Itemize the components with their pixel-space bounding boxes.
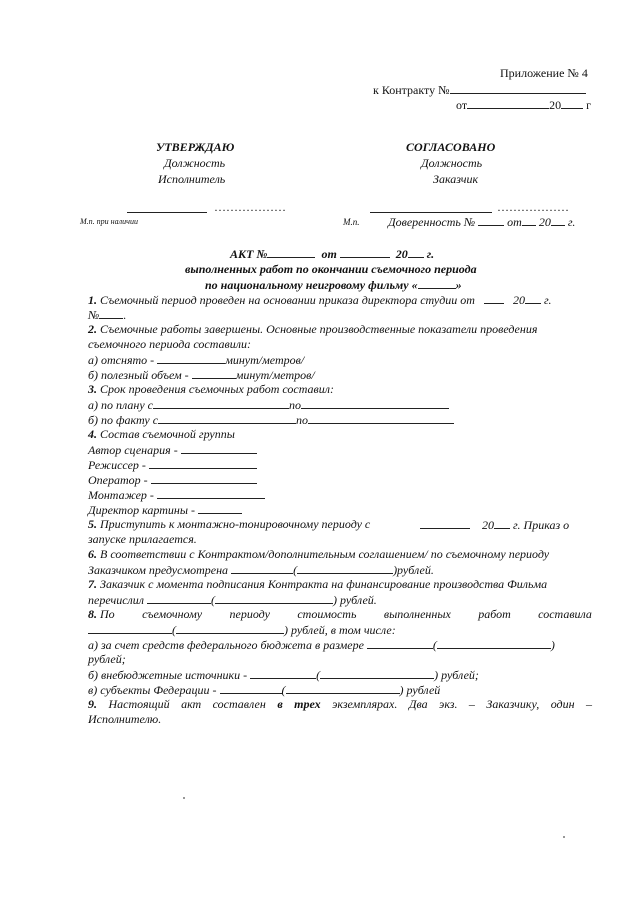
item-1-no: № <box>88 308 100 322</box>
proxy-year-blank[interactable] <box>551 214 565 226</box>
item-4-text: Состав съемочной группы <box>100 427 235 441</box>
item-8-word-2: съемочному <box>142 607 203 621</box>
item-6-text: В соответствии с Контрактом/дополнительным соглашением/ по съемочному периоду <box>100 547 550 561</box>
item-4-film-director-blank[interactable] <box>198 502 242 514</box>
item-9-text-2: экземплярах. Два экз. – Заказчику, один – <box>332 697 593 711</box>
item-6-amount-words-blank[interactable] <box>297 562 393 574</box>
item-3-b <box>88 412 454 428</box>
item-2-a-blank[interactable] <box>157 352 225 364</box>
item-8-number: 8. <box>88 607 97 621</box>
item-1-year-blank[interactable] <box>525 292 541 304</box>
item-4-editor <box>88 487 265 503</box>
item-8-line-1 <box>88 607 592 622</box>
item-5-year: 20 <box>482 518 494 532</box>
item-8-b-words-blank[interactable] <box>320 667 434 679</box>
agree-dots: ……………… <box>497 200 569 214</box>
proxy-from: от <box>507 215 522 229</box>
item-6-line-2 <box>88 562 434 578</box>
approve-title: УТВЕРЖДАЮ <box>156 140 235 154</box>
act-number-blank[interactable] <box>267 246 315 258</box>
item-4-author-blank[interactable] <box>181 442 257 454</box>
item-3-a <box>88 397 449 413</box>
item-7-label: перечислил <box>88 593 145 607</box>
item-1-line-1 <box>88 292 551 308</box>
act-subtitle-2-text: по национальному неигровому фильму « <box>205 278 418 292</box>
proxy-date-blank[interactable] <box>522 214 536 226</box>
item-8-line-2-text: ) рублей, в том числе: <box>284 623 396 637</box>
item-8-line-2 <box>88 622 396 638</box>
item-2-number: 2. <box>88 322 97 336</box>
item-3-a-to-blank[interactable] <box>301 397 449 409</box>
item-1-year: 20 <box>512 293 525 307</box>
item-3-a-from-blank[interactable] <box>153 397 289 409</box>
item-5-text: Приступить к монтажно-тонировочному периоду с <box>100 517 371 531</box>
item-1-g: г. <box>543 293 552 307</box>
act-title-label: АКТ № <box>230 247 268 261</box>
item-7-end: ) рублей. <box>333 593 377 607</box>
item-8-word-4: стоимость <box>297 607 357 621</box>
item-1-number: 1. <box>88 293 97 307</box>
item-8-word-6: работ <box>478 607 511 621</box>
item-5-date-blank[interactable] <box>420 517 470 529</box>
item-7-text: Заказчик с момента подписания Контракта на финансирование производства Фильма <box>100 577 548 591</box>
date-year-blank[interactable] <box>561 97 583 109</box>
item-7-line-1 <box>88 577 547 592</box>
item-4-editor-label: Монтажер - <box>88 488 154 502</box>
item-8-c-words-blank[interactable] <box>286 682 400 694</box>
item-5-year-blank[interactable] <box>494 517 510 529</box>
item-2-b <box>88 367 315 383</box>
act-subtitle-1: выполненных работ по окончании съемочного периода <box>185 262 477 276</box>
item-2-line-1 <box>88 322 537 337</box>
item-8-c-open-paren: ( <box>281 683 286 697</box>
item-1-line-2 <box>88 307 126 323</box>
agree-title: СОГЛАСОВАНО <box>406 140 496 154</box>
item-8-word-7: составила <box>538 607 592 621</box>
approve-party: Исполнитель <box>158 172 226 186</box>
item-4-film-director <box>88 502 242 518</box>
item-7-number: 7. <box>88 577 97 591</box>
item-1-order-blank[interactable] <box>99 307 123 319</box>
item-1-text: Съемочный период проведен на основании приказа директора студии от <box>100 293 475 307</box>
item-4-film-director-label: Директор картины - <box>88 503 195 517</box>
item-8-a-amount-blank[interactable] <box>367 637 433 649</box>
item-9-line-2: Исполнителю. <box>88 712 162 726</box>
act-subtitle-2-end: » <box>455 278 462 292</box>
agree-signature-line[interactable] <box>370 212 492 213</box>
approve-position: Должность <box>164 156 226 170</box>
proxy-line <box>388 214 575 230</box>
item-4-operator-label: Оператор - <box>88 473 148 487</box>
item-2-a-unit: минут/метров/ <box>225 353 305 367</box>
item-8-word-1 <box>88 607 115 622</box>
contract-number-line <box>373 82 586 98</box>
item-2-b-label: б) полезный объем - <box>88 368 189 382</box>
item-8-c <box>88 682 440 698</box>
item-2-a <box>88 352 304 368</box>
item-7-line-2 <box>88 592 377 608</box>
agree-position: Должность <box>421 156 483 170</box>
item-8-c-amount-blank[interactable] <box>220 682 282 694</box>
act-date-blank[interactable] <box>340 246 390 258</box>
stamp-left: М.п. при наличии <box>80 217 138 226</box>
scan-speck <box>183 797 185 799</box>
item-7-open-paren: ( <box>211 593 216 607</box>
approve-signature-line[interactable] <box>127 212 207 213</box>
item-8-a-open-paren: ( <box>432 638 437 652</box>
item-4-director-label: Режиссер - <box>88 458 146 472</box>
contract-number-blank[interactable] <box>450 82 586 94</box>
item-2-a-label: а) отснято - <box>88 353 155 367</box>
agree-party: Заказчик <box>433 172 479 186</box>
item-8-b <box>88 667 479 683</box>
date-year: 20 <box>549 98 562 112</box>
item-4-editor-blank[interactable] <box>157 487 265 499</box>
item-8-a-label: а) за счет средств федерального бюджета в размере <box>88 638 364 652</box>
item-5-date <box>420 517 569 533</box>
item-8-c-end: ) рублей <box>399 683 441 697</box>
item-5-number: 5. <box>88 517 97 531</box>
item-2-line-2: съемочного периода составили: <box>88 337 251 351</box>
item-2-text: Съемочные работы завершены. Основные производственные показатели проведения <box>100 322 538 336</box>
item-3-b-from-blank[interactable] <box>158 412 296 424</box>
item-2-b-unit: минут/метров/ <box>235 368 315 382</box>
film-title-blank[interactable] <box>418 277 456 289</box>
item-6-line-1 <box>88 547 549 562</box>
item-4-number: 4. <box>88 427 97 441</box>
item-4-line-1 <box>88 427 235 442</box>
item-8-word-3: периоду <box>229 607 270 621</box>
item-3-a-label: а) по плану с <box>88 398 153 412</box>
item-7-amount-words-blank[interactable] <box>215 592 333 604</box>
item-4-operator <box>88 472 257 488</box>
proxy-year: 20 <box>538 215 551 229</box>
item-9-bold: в трех <box>277 697 321 711</box>
item-6-number: 6. <box>88 547 97 561</box>
date-blank[interactable] <box>467 97 549 109</box>
item-3-b-to-blank[interactable] <box>308 412 454 424</box>
item-8-b-open-paren: ( <box>316 668 321 682</box>
act-subtitle-2 <box>205 277 462 293</box>
item-8-a-close-paren: ) <box>550 638 555 652</box>
item-8-open-paren: ( <box>172 623 176 637</box>
item-8-a-words-blank[interactable] <box>437 637 551 649</box>
item-3-text: Срок проведения съемочных работ составил: <box>100 382 334 396</box>
act-title-year: 20 <box>395 247 408 261</box>
item-2-b-blank[interactable] <box>192 367 236 379</box>
item-4-author-label: Автор сценария - <box>88 443 178 457</box>
stamp-right: М.п. <box>343 217 360 227</box>
item-5-tail: г. Приказ о <box>513 518 570 532</box>
item-8-a <box>88 637 555 653</box>
item-9-number: 9. <box>88 697 97 711</box>
item-8-amount-words-blank[interactable] <box>176 622 284 634</box>
item-8-b-amount-blank[interactable] <box>250 667 316 679</box>
item-8-word-5: выполненных <box>383 607 451 621</box>
item-8-c-label: в) субъекты Федерации - <box>88 683 217 697</box>
act-year-blank[interactable] <box>408 246 424 258</box>
item-4-director <box>88 457 257 473</box>
item-6-open-paren: ( <box>293 563 298 577</box>
date-g: г <box>586 98 592 112</box>
item-6-amount-blank[interactable] <box>231 562 293 574</box>
item-4-director-blank[interactable] <box>149 457 257 469</box>
item-4-operator-blank[interactable] <box>151 472 257 484</box>
approve-dots: ……………… <box>214 200 286 214</box>
item-3-b-po: по <box>296 413 309 427</box>
item-8-word-po: По <box>100 607 115 621</box>
act-title-from: от <box>321 247 337 261</box>
item-7-amount-blank[interactable] <box>147 592 211 604</box>
item-8-amount-blank[interactable] <box>88 622 172 634</box>
item-1-dot: . <box>123 308 127 322</box>
item-9-text-1: Настоящий акт составлен <box>108 697 266 711</box>
item-8-a-end: рублей; <box>88 652 126 666</box>
item-9-line-1 <box>88 697 592 712</box>
appendix-label: Приложение № 4 <box>500 66 588 80</box>
act-title <box>230 246 434 262</box>
date-from-label: от <box>456 98 468 112</box>
proxy-number-blank[interactable] <box>478 214 504 226</box>
item-4-author <box>88 442 257 458</box>
item-3-a-po: по <box>288 398 301 412</box>
contract-date-line <box>456 97 591 113</box>
act-title-g: г. <box>426 247 435 261</box>
item-8-b-label: б) внебюджетные источники - <box>88 668 248 682</box>
item-3-line-1 <box>88 382 334 397</box>
item-1-date-blank[interactable] <box>484 292 504 304</box>
contract-prefix: к Контракту № <box>373 83 450 97</box>
item-5-line-2: запуске прилагается. <box>88 532 197 546</box>
item-8-b-end: ) рублей; <box>434 668 479 682</box>
item-6-end: )рублей. <box>393 563 434 577</box>
proxy-g: г. <box>567 215 576 229</box>
scan-speck <box>563 836 565 838</box>
proxy-label: Доверенность № <box>388 215 476 229</box>
item-6-label: Заказчиком предусмотрена <box>88 563 229 577</box>
item-3-b-label: б) по факту с <box>88 413 159 427</box>
item-3-number: 3. <box>88 382 97 396</box>
